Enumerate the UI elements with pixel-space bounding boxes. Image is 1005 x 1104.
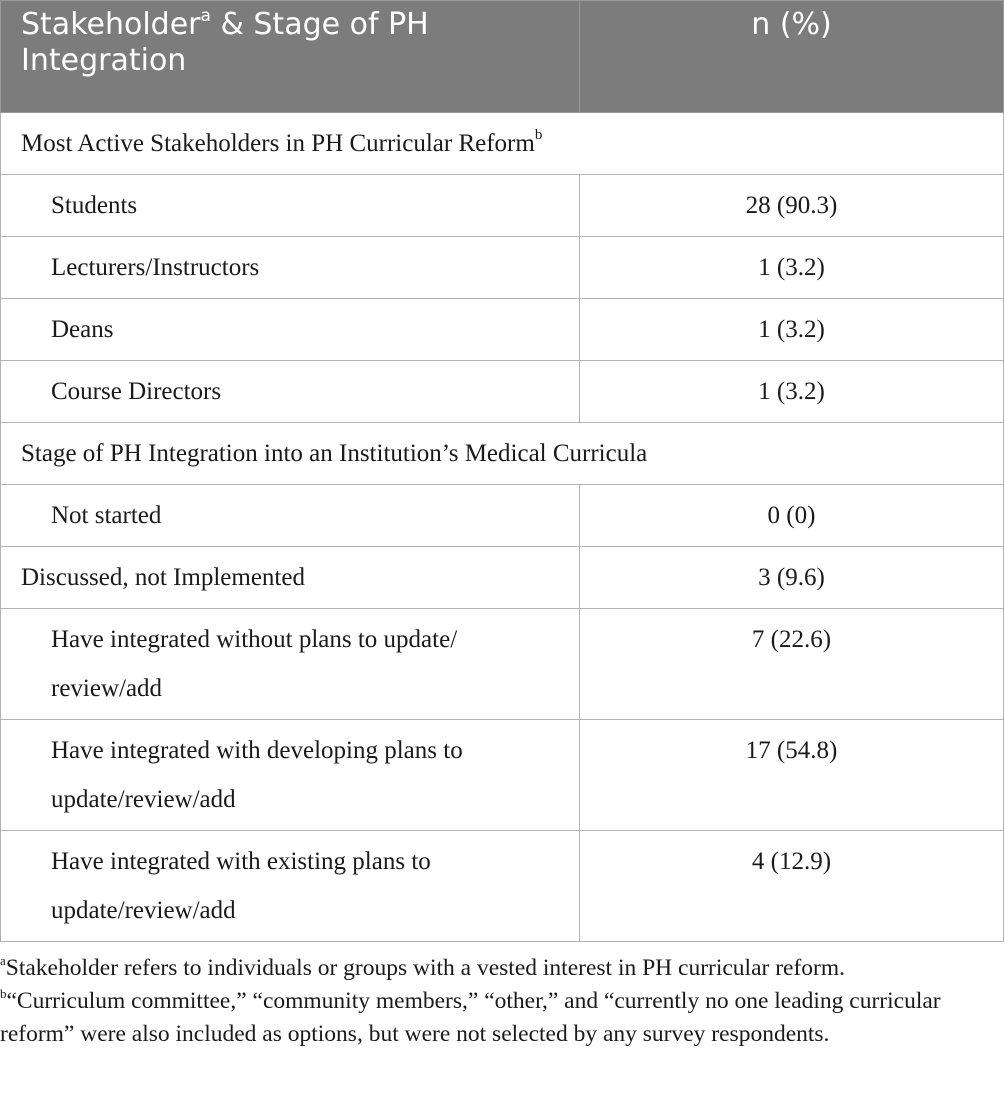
row-label: Not started xyxy=(1,485,580,547)
table-row xyxy=(1,237,1004,299)
table-row xyxy=(1,720,1004,831)
footnote-a-text: Stakeholder refers to individuals or groups with a vested interest in PH curricular reform. xyxy=(5,955,846,981)
row-value: 3 (9.6) xyxy=(580,547,1004,609)
row-value: 28 (90.3) xyxy=(580,175,1004,237)
table-row xyxy=(1,299,1004,361)
footnote-b-text: “Curriculum committee,” “community members,” “other,” and “currently no one leading curricular reform” were also included as options, but were not selected by any survey respondents. xyxy=(0,988,941,1047)
table-row xyxy=(1,485,1004,547)
section-title: Stage of PH Integration into an Institution’s Medical Curricula xyxy=(1,423,1004,485)
header-col1-rest: & Stage of PH Integration xyxy=(21,7,429,78)
table-row xyxy=(1,361,1004,423)
row-label: Lecturers/Instructors xyxy=(1,237,580,299)
row-label: Have integrated without plans to update/ review/add xyxy=(1,609,580,720)
row-value: 1 (3.2) xyxy=(580,299,1004,361)
section-title xyxy=(1,113,1004,175)
row-value: 0 (0) xyxy=(580,485,1004,547)
row-label: Have integrated with developing plans to update/review/add xyxy=(1,720,580,831)
row-label: Discussed, not Implemented xyxy=(1,547,580,609)
footnote-b-marker: b xyxy=(0,986,7,1001)
header-col1-sup: a xyxy=(200,6,211,26)
section-row xyxy=(1,423,1004,485)
row-value: 4 (12.9) xyxy=(580,831,1004,942)
table-row xyxy=(1,609,1004,720)
row-value: 1 (3.2) xyxy=(580,361,1004,423)
row-label: Have integrated with existing plans to update/review/add xyxy=(1,831,580,942)
section-title-text: Most Active Stakeholders in PH Curricular Reform xyxy=(21,130,535,157)
header-col1-text: Stakeholder xyxy=(21,7,201,42)
row-value: 17 (54.8) xyxy=(580,720,1004,831)
section-title-sup: b xyxy=(534,127,543,143)
header-row xyxy=(1,1,1004,113)
table-row xyxy=(1,175,1004,237)
row-value: 1 (3.2) xyxy=(580,237,1004,299)
header-stakeholder xyxy=(1,1,580,113)
footnote-a xyxy=(0,952,1003,985)
section-row xyxy=(1,113,1004,175)
footnote-b xyxy=(0,985,1003,1051)
table-row xyxy=(1,831,1004,942)
row-label: Students xyxy=(1,175,580,237)
row-label: Course Directors xyxy=(1,361,580,423)
row-value: 7 (22.6) xyxy=(580,609,1004,720)
table-row xyxy=(1,547,1004,609)
footnote-a-marker: a xyxy=(0,953,6,968)
header-n-percent: n (%) xyxy=(580,1,1004,113)
row-label: Deans xyxy=(1,299,580,361)
table-footnotes xyxy=(0,952,1003,1051)
